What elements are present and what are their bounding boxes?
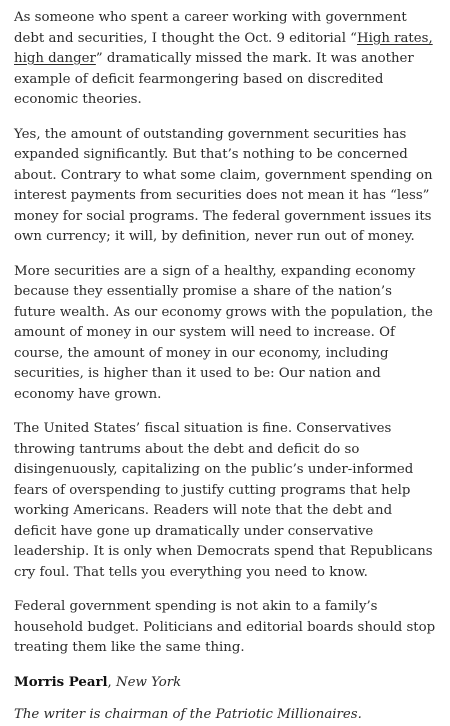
author-signature [14,673,436,694]
paragraph-intro [14,8,436,111]
paragraph-fiscal-situation: The United States’ fiscal situation is fine. Conservatives throwing tantrums about the debt and deficit do so disingenuously, capitalizing on the public’s under-informed fears of overspending to justify cutting programs that help working Americans. Readers will note that the debt and deficit have gone up dramatically under conservative leadership. It is only when Democrats spend that Republicans cry foul. That tells you everything you need to know. [14,421,433,580]
editorial-link[interactable]: High rates, high danger [14,30,433,66]
paragraph-healthy-economy: More securities are a sign of a healthy, expanding economy because they essentially promise a share of the nation’s future wealth. As our economy grows with the population, the amount of money in our system will need to increase. Of course, the amount of money in our economy, including securities, is higher than it used to be: Our nation and economy have grown. [14,263,433,402]
intro-text-before: As someone who spent a career working with government debt and securities, I thought the Oct. 9 editorial “ [14,10,407,46]
writer-note: The writer is chairman of the Patriotic Millionaires. [14,707,362,722]
author-location: New York [116,674,182,690]
author-name: Morris Pearl [14,674,108,690]
signature-separator: , [107,674,117,690]
paragraph-securities: Yes, the amount of outstanding government securities has expanded significantly. But that’s nothing to be concerned about. Contrary to what some claim, government spending on interest payments from securities does not mean it has “less” money for social programs. The federal government issues its own currency; it will, by definition, never run out of money. [14,126,433,244]
intro-text-after: ” dramatically missed the mark. It was another example of deficit fearmongering based on discredited economic theories. [14,51,414,107]
paragraph-household-budget: Federal government spending is not akin to a family’s household budget. Politicians and editorial boards should stop treating them like the same thing. [14,599,436,655]
